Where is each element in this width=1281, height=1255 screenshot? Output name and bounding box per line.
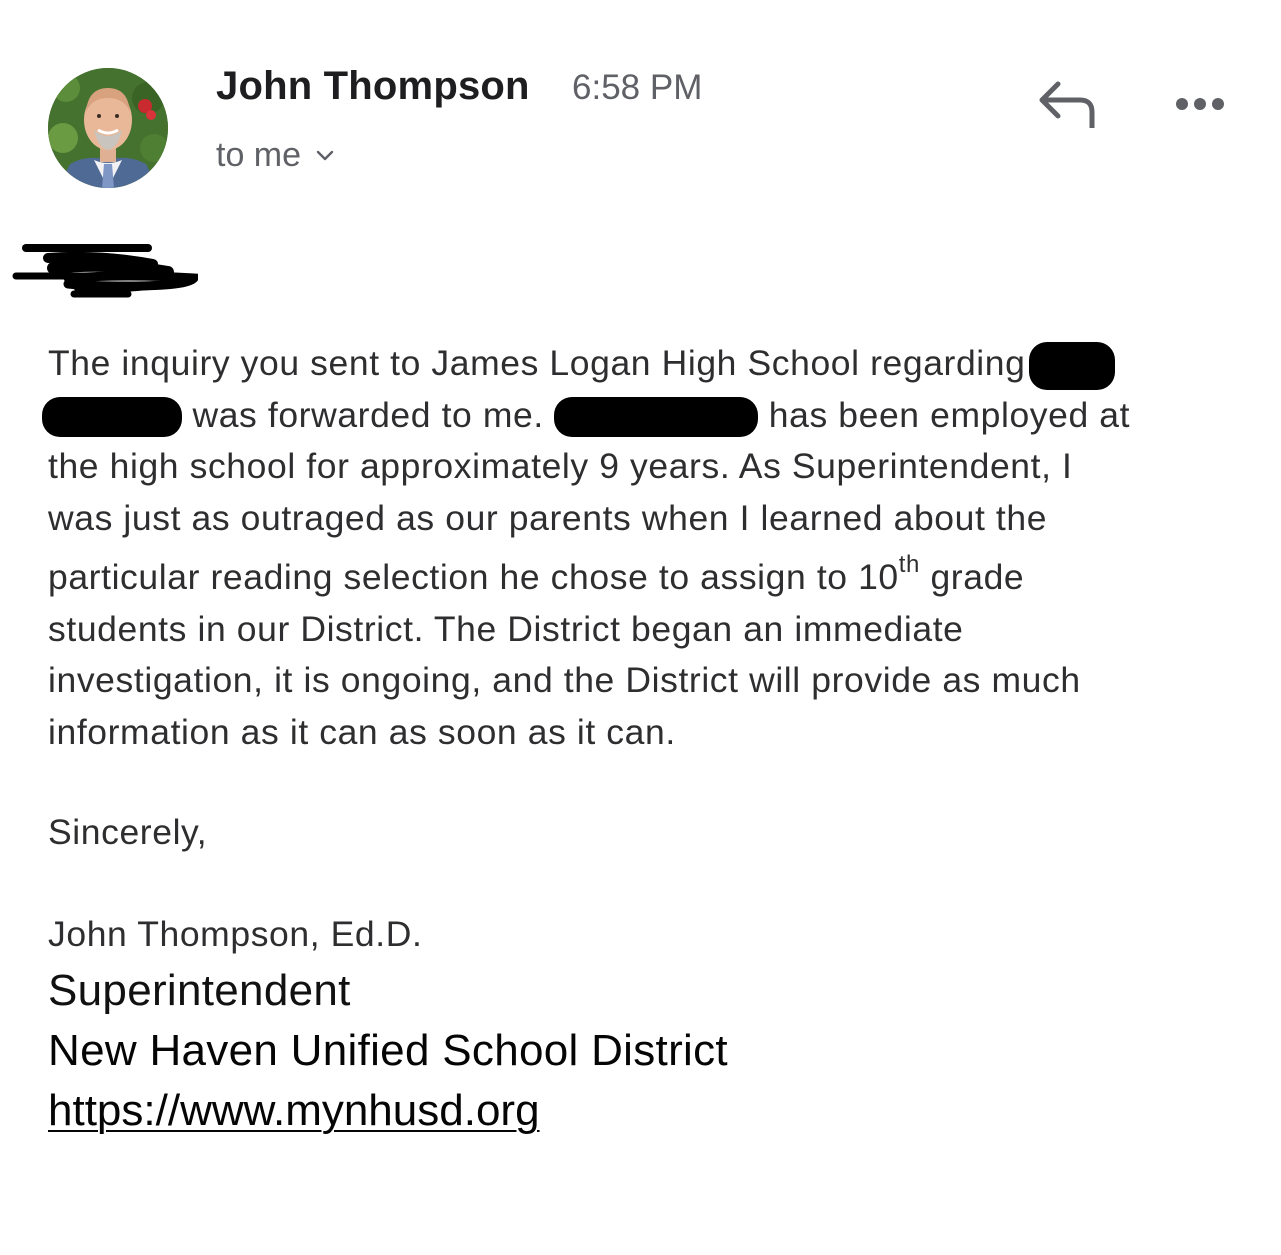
redacted-greeting — [8, 238, 198, 304]
body-text: grade — [920, 557, 1025, 598]
ordinal-suffix: th — [898, 551, 920, 579]
redaction-bar — [554, 397, 758, 437]
email-header — [0, 0, 1281, 200]
body-line-6: students in our District. The District began an immediate — [48, 608, 964, 649]
email-timestamp: 6:58 PM — [572, 68, 703, 107]
body-line-3: the high school for approximately 9 years. As Superintendent, I — [48, 446, 1073, 487]
sender-avatar[interactable] — [48, 68, 168, 188]
redaction-bar — [42, 397, 182, 437]
signature-website-link[interactable]: https://www.mynhusd.org — [48, 1086, 540, 1135]
reply-icon — [1036, 78, 1102, 132]
body-line-1 — [48, 338, 1248, 390]
body-line-2 — [42, 390, 1248, 442]
reply-button[interactable] — [1036, 78, 1102, 132]
body-line-8: information as it can as soon as it can. — [48, 711, 676, 752]
more-options-button[interactable] — [1170, 86, 1230, 122]
email-closing: Sincerely, — [48, 812, 208, 852]
chevron-down-icon — [315, 149, 335, 163]
signature-name: John Thompson, Ed.D. — [48, 914, 423, 954]
body-line-5 — [48, 552, 1248, 604]
redaction-bar — [1029, 342, 1115, 390]
body-line-4: was just as outraged as our parents when I learned about the — [48, 497, 1048, 538]
signature-organization: New Haven Unified School District — [48, 1026, 728, 1075]
body-text: has been employed at — [768, 394, 1131, 435]
recipient-details-toggle[interactable] — [216, 136, 335, 175]
body-text: particular reading selection he chose to assign to 10 — [48, 557, 899, 598]
more-horizontal-icon — [1170, 86, 1230, 122]
body-line-7: investigation, it is ongoing, and the District will provide as much — [48, 660, 1081, 701]
signature-title: Superintendent — [48, 966, 351, 1015]
body-text: was forwarded to me. — [192, 394, 544, 435]
recipient-label: to me — [216, 136, 302, 174]
body-text: The inquiry you sent to James Logan High School regarding — [48, 343, 1026, 383]
sender-name[interactable]: John Thompson — [216, 64, 530, 108]
avatar-photo — [48, 68, 168, 188]
email-body — [48, 338, 1248, 758]
